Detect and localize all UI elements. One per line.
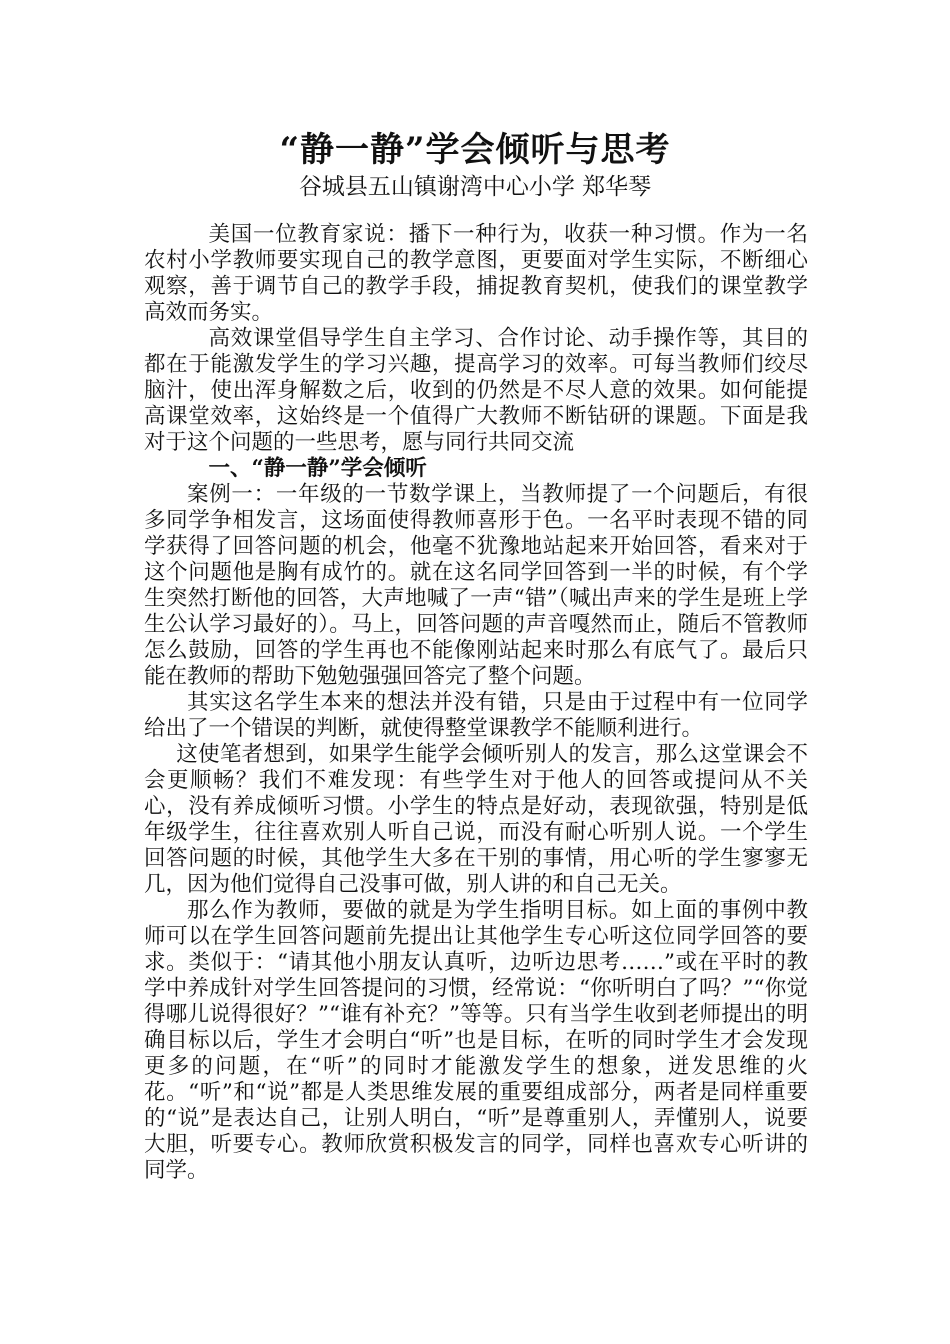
paragraph-intro-1: 美国一位教育家说：播下一种行为，收获一种习惯。作为一名农村小学教师要实现自己的教学意图，更要面对学生实际，不断细心观察，善于调节自己的教学手段，捕捉教育契机，使我们的课堂教学高效而务实。: [144, 222, 808, 325]
document-author: 谷城县五山镇谢湾中心小学 郑华琴: [298, 174, 652, 200]
document-body: [144, 222, 808, 1184]
paragraph-intro-2: 高效课堂倡导学生自主学习、合作讨论、动手操作等，其目的都在于能激发学生的学习兴趣，提高学习的效率。可每当教师们绞尽脑汁，使出浑身解数之后，收到的仍然是不尽人意的效果。如何能提高课堂效率，这始终是一个值得广大教师不断钻研的课题。下面是我对于这个问题的一些思考，愿与同行共同交流: [144, 326, 808, 455]
document-title: “静一静”学会倾听与思考: [279, 130, 671, 170]
paragraph-reflection: 这使笔者想到，如果学生能学会倾听别人的发言，那么这堂课会不会更顺畅？我们不难发现：有些学生对于他人的回答或提问从不关心，没有养成倾听习惯。小学生的特点是好动，表现欲强，特别是低年级学生，往往喜欢别人听自己说，而没有耐心听别人说。一个学生回答问题的时候，其他学生大多在干别的事情，用心听的学生寥寥无几，因为他们觉得自己没事可做，别人讲的和自己无关。: [144, 742, 808, 897]
paragraph-teacher-role: 那么作为教师，要做的就是为学生指明目标。如上面的事例中教师可以在学生回答问题前先提出让其他学生专心听这位同学回答的要求。类似于：“请其他小朋友认真听，边听边思考……”或在平时的教学中养成针对学生回答提问的习惯，经常说：“你听明白了吗？”“你觉得哪儿说得很好？”“谁有补充？”等等。只有当学生收到老师提出的明确目标以后，学生才会明白“听”也是目标，在听的同时学生才会发现更多的问题，在“听”的同时才能激发学生的想象，迸发思维的火花。“听”和“说”都是人类思维发展的重要组成部分，两者是同样重要的“说”是表达自己，让别人明白，“听”是尊重别人，弄懂别人，说要大胆，听要专心。教师欣赏积极发言的同学，同样也喜欢专心听讲的同学。: [144, 898, 808, 1183]
section-heading: 一、“静一静”学会倾听: [208, 456, 427, 481]
paragraph-case-1-analysis: 其实这名学生本来的想法并没有错，只是由于过程中有一位同学给出了一个错误的判断，就使得整堂课教学不能顺利进行。: [144, 690, 808, 741]
paragraph-case-1: 案例一：一年级的一节数学课上，当教师提了一个问题后，有很多同学争相发言，这场面使得教师喜形于色。一名平时表现不错的同学获得了回答问题的机会，他毫不犹豫地站起来开始回答，看来对于这个问题他是胸有成竹的。就在这名同学回答到一半的时候，有个学生突然打断他的回答，大声地喊了一声“错”（喊出声来的学生是班上学生公认学习最好的）。马上，回答问题的声音嘎然而止，随后不管教师怎么鼓励，回答的学生再也不能像刚站起来时那么有底气了。最后只能在教师的帮助下勉勉强强回答完了整个问题。: [144, 482, 808, 689]
